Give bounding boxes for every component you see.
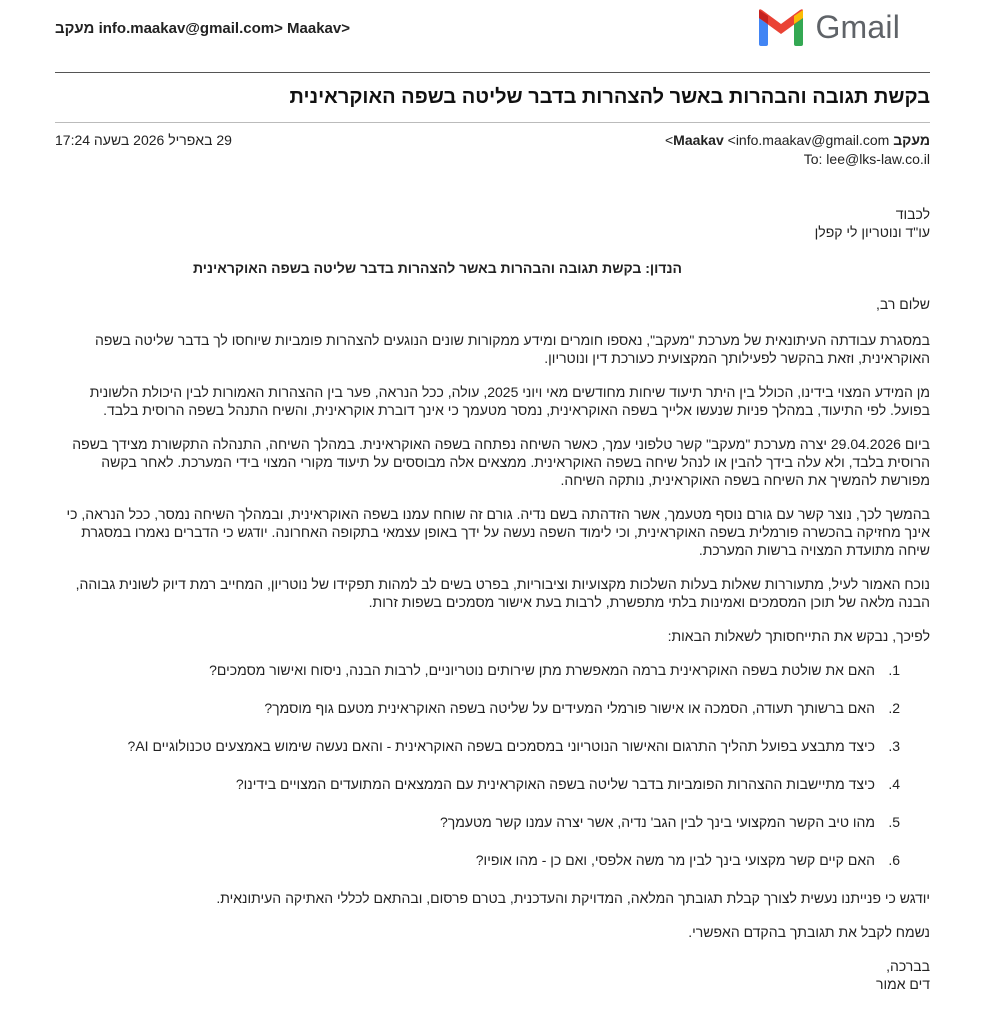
question-text: כיצד מתיישבות ההצהרות הפומביות בדבר שליטה בשפה האוקראינית עם הממצאים המתועדים המצויים בידינו? bbox=[235, 776, 875, 792]
question-text: האם קיים קשר מקצועי בינך לבין מר משה אלפסי, ואם כן - מהו אופיו? bbox=[475, 852, 875, 868]
subject-divider bbox=[55, 122, 930, 123]
sender-email: <info.maakav@gmail.com> bbox=[664, 132, 890, 148]
salutation-line-2: עו"ד ונוטריון לי קפלן bbox=[814, 224, 930, 240]
question-number: 6. bbox=[888, 852, 900, 868]
header-divider bbox=[55, 72, 930, 73]
questions-intro: לפיכך, נבקש את התייחסותך לשאלות הבאות: bbox=[667, 628, 930, 644]
closing-paragraph: יודגש כי פנייתנו נעשית לצורך קבלת תגובתך המלאה, המדויקת והעדכנית, בטרם פרסום, ובהתאם לכללי האתיקה העיתונאית. bbox=[216, 890, 930, 906]
re-line: הנדון: בקשת תגובה והבהרות באשר להצהרות בדבר שליטה בשפה האוקראינית bbox=[193, 260, 682, 276]
question-item bbox=[55, 851, 900, 869]
salutation-line-1: לכבוד bbox=[895, 206, 930, 222]
question-item bbox=[55, 775, 900, 793]
question-number: 1. bbox=[888, 662, 900, 678]
question-number: 5. bbox=[888, 814, 900, 830]
question-number: 3. bbox=[888, 738, 900, 754]
body-paragraph: נוכח האמור לעיל, מתעוררות שאלות בעלות השלכות מקצועיות וציבוריות, בפרט בשים לב למהות תפקידו של נוטריון, המחייב רמת דיוק לשונית גבוהה, הבנה מלאה של תוכן המסמכים ואמינות בלתי מתפשרת, לרבות בעת אישור מסמכים בשפות זרות. bbox=[75, 576, 930, 610]
signoff: בברכה, bbox=[886, 958, 930, 974]
question-text: האם את שולטת בשפה האוקראינית ברמה המאפשרת מתן שירותים נוטריוניים, לרבות הבנה, ניסוח ואישור מסמכים? bbox=[209, 662, 875, 678]
question-text: כיצד מתבצע בפועל תהליך התרגום והאישור הנוטריוני במסמכים בשפה האוקראינית - והאם נעשה שימוש באמצעים טכנולוגיים AI? bbox=[127, 738, 875, 754]
greeting: שלום רב, bbox=[876, 296, 930, 312]
closing-paragraph: נשמח לקבל את תגובתך בהקדם האפשרי. bbox=[688, 924, 930, 940]
question-number: 4. bbox=[888, 776, 900, 792]
email-subject: בקשת תגובה והבהרות באשר להצהרות בדבר שליטה בשפה האוקראינית bbox=[289, 86, 930, 108]
gmail-logo bbox=[757, 8, 900, 46]
email-recipient: To: lee@lks-law.co.il bbox=[803, 151, 930, 167]
gmail-wordmark: Gmail bbox=[815, 8, 900, 45]
question-text: האם ברשותך תעודה, הסמכה או אישור פורמלי המעידים על שליטה בשפה האוקראינית מטעם גוף מוסמך? bbox=[264, 700, 875, 716]
gmail-m-icon bbox=[757, 8, 805, 46]
email-body bbox=[55, 205, 930, 993]
sender-name: מעקב Maakav bbox=[673, 132, 930, 148]
body-paragraph: מן המידע המצוי בידינו, הכולל בין היתר תיעוד שיחות מחודשים מאי ויוני 2025, עולה, ככל הנראה, פער בין ההצהרות האמורות לבין היכולת הלשונית בפועל. לפי התיעוד, במהלך פניות שנעשו אלייך בשפה האוקראינית, נמסר מטעמך כי אינך דוברת אוקראינית, והשיח התנהל בשפה הרוסית בלבד. bbox=[89, 384, 930, 418]
signature: דים אמור bbox=[875, 976, 930, 992]
question-item bbox=[55, 813, 900, 831]
question-item bbox=[55, 699, 900, 717]
question-number: 2. bbox=[888, 700, 900, 716]
question-text: מהו טיב הקשר המקצועי בינך לבין הגב' נדיה, אשר יצרה עמנו קשר מטעמך? bbox=[439, 814, 875, 830]
email-sender bbox=[665, 132, 930, 148]
body-paragraph: בהמשך לכך, נוצר קשר עם גורם נוסף מטעמך, אשר הזדהתה בשם נדיה. גורם זה שוחח עמנו בשפה האוקראינית, ובמהלך השיחה נמסר, ככל הנראה, כי אינך מחזיקה בהכשרה פורמלית בשפה האוקראינית, וכי לימוד השפה נעשה על ידך באופן עצמאי בתקופה האחרונה. יודגש כי הדברים נאמרו במסגרת שיחה מתועדת המצויה ברשות המערכת. bbox=[66, 506, 930, 558]
email-date: 29 באפריל 2026 בשעה 17:24 bbox=[55, 132, 232, 148]
print-header bbox=[0, 0, 985, 70]
question-item bbox=[55, 737, 900, 755]
questions-list bbox=[55, 661, 900, 869]
header-account: <info.maakav@gmail.com> Maakav מעקב bbox=[55, 20, 351, 37]
question-item bbox=[55, 661, 900, 679]
body-paragraph: במסגרת עבודתה העיתונאית של מערכת "מעקב", נאספו חומרים ומידע ממקורות שונים הנוגעים להצהרות פומביות שיוחסו לך בדבר שליטה בשפה האוקראינית, וזאת בהקשר לפעילותך המקצועית כעורכת דין ונוטריון. bbox=[94, 332, 930, 366]
body-paragraph: ביום 29.04.2026 יצרה מערכת "מעקב" קשר טלפוני עמך, כאשר השיחה נפתחה בשפה האוקראינית. במהלך השיחה, התנהלה התקשורת מצידך בשפה הרוסית בלבד, ולא עלה בידך להבין או לנהל שיחה בשפה האוקראינית. ממצאים אלה מבוססים על תיעוד מקורי המצוי בידי המערכת. לאחר בקשה מפורשת להמשיך את השיחה בשפה האוקראינית, נותקה השיחה. bbox=[72, 436, 930, 488]
